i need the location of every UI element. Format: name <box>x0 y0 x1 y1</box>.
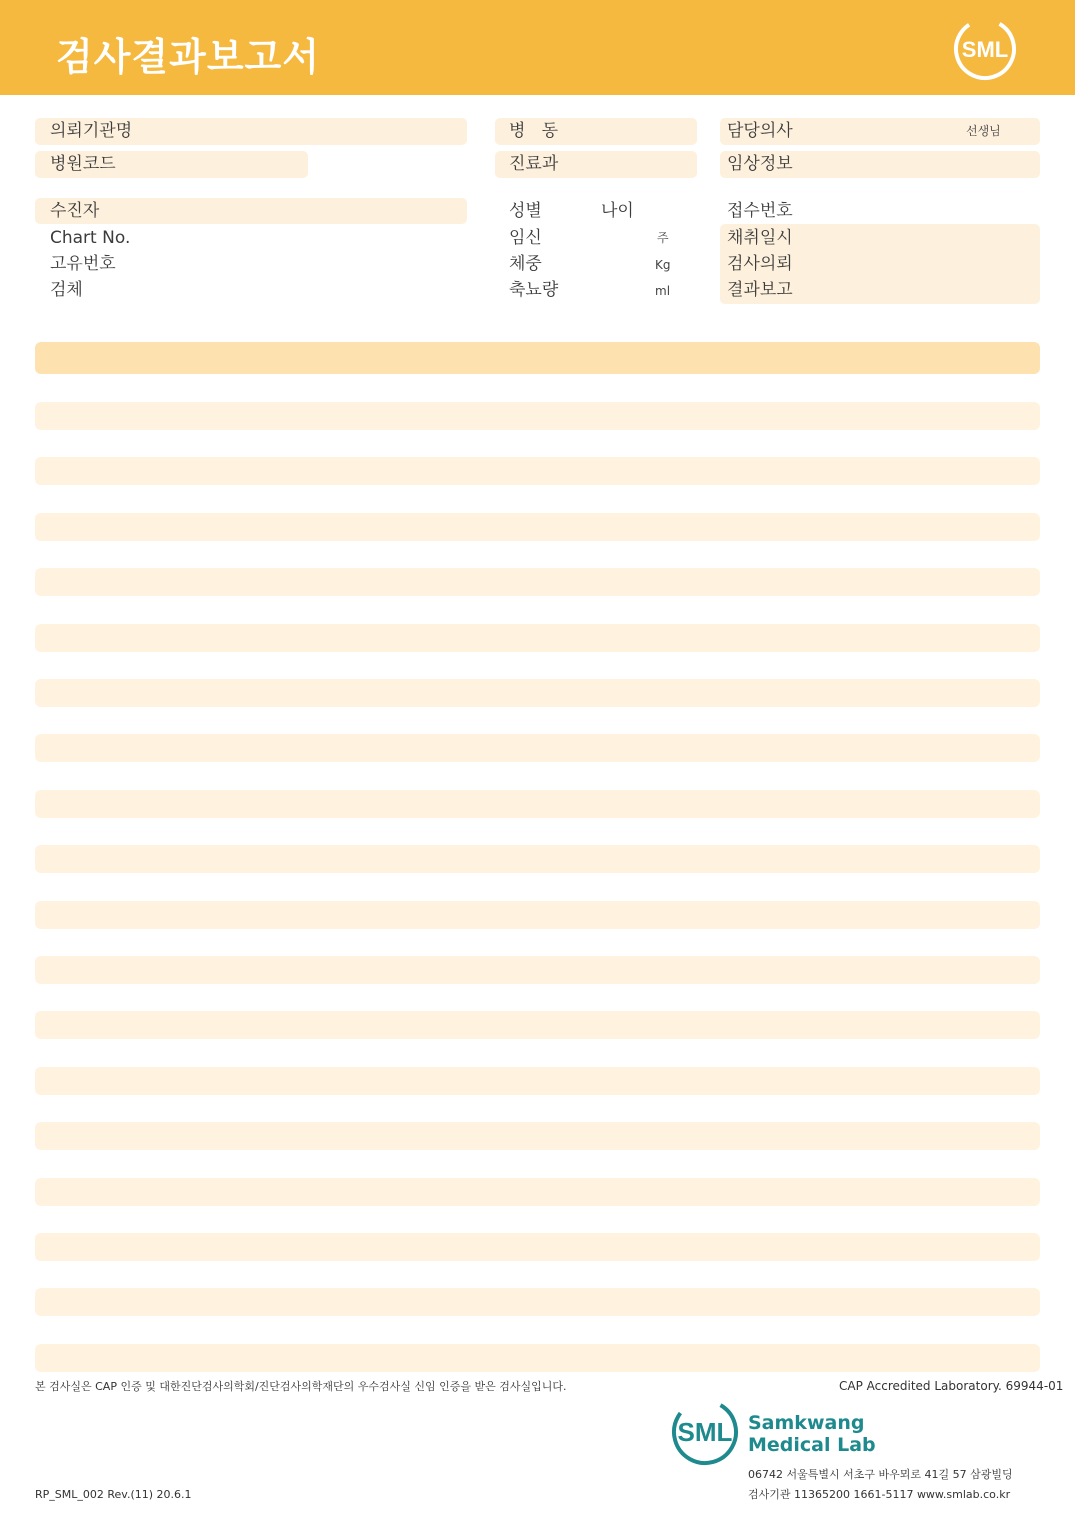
svg-text:SML: SML <box>961 37 1009 62</box>
cap-accreditation: CAP Accredited Laboratory. 69944-01 <box>839 1379 1064 1393</box>
clinical-info-label: 임상정보 <box>727 154 793 174</box>
weight-unit: Kg <box>655 258 671 272</box>
result-row <box>35 402 1040 430</box>
result-row <box>35 1233 1040 1261</box>
request-date-label: 검사의뢰 <box>727 254 793 274</box>
department-label: 진료과 <box>509 154 559 174</box>
result-row <box>35 1011 1040 1039</box>
certification-note: 본 검사실은 CAP 인증 및 대한진단검사의학회/진단검사의학재단의 우수검사실 신임 인증을 받은 검사실입니다. <box>35 1380 567 1393</box>
result-row <box>35 1344 1040 1372</box>
result-row <box>35 513 1040 541</box>
doctor-suffix: 선생님 <box>966 124 1001 138</box>
report-date-label: 결과보고 <box>727 280 793 300</box>
result-row <box>35 901 1040 929</box>
pregnancy-unit: 주 <box>657 231 669 245</box>
unique-no-label: 고유번호 <box>50 254 116 274</box>
collection-date-label: 채취일시 <box>727 228 793 248</box>
report-title: 검사결과보고서 <box>56 35 320 79</box>
patient-label: 수진자 <box>50 201 100 221</box>
company-contact: 검사기관 11365200 1661-5117 www.smlab.co.kr <box>748 1488 1011 1501</box>
pregnancy-label: 임신 <box>509 228 542 248</box>
result-row <box>35 1067 1040 1095</box>
sml-logo <box>952 16 1018 82</box>
result-row <box>35 1122 1040 1150</box>
specimen-label: 검체 <box>50 280 83 300</box>
institution-label: 의뢰기관명 <box>50 121 133 141</box>
form-code: RP_SML_002 Rev.(11) 20.6.1 <box>35 1488 192 1501</box>
sml-footer-logo <box>668 1397 742 1467</box>
svg-text:SML: SML <box>677 1417 733 1447</box>
result-row <box>35 568 1040 596</box>
receipt-no-label: 접수번호 <box>727 201 793 221</box>
company-name-line1: Samkwang <box>748 1412 865 1434</box>
ward-label: 병 동 <box>509 121 559 141</box>
weight-label: 체중 <box>509 254 542 274</box>
result-row <box>35 1288 1040 1316</box>
result-row <box>35 679 1040 707</box>
company-address: 06742 서울특별시 서초구 바우뫼로 41길 57 삼광빌딩 <box>748 1468 1013 1481</box>
company-name-line2: Medical Lab <box>748 1434 876 1456</box>
result-row <box>35 845 1040 873</box>
doctor-label: 담당의사 <box>727 121 793 141</box>
result-row <box>35 624 1040 652</box>
result-row <box>35 956 1040 984</box>
sex-label: 성별 <box>509 201 542 221</box>
hospital-code-label: 병원코드 <box>50 154 116 174</box>
chart-no-label: Chart No. <box>50 228 131 248</box>
patient-field[interactable] <box>35 198 467 224</box>
result-row <box>35 1178 1040 1206</box>
result-row <box>35 734 1040 762</box>
urine-volume-label: 축뇨량 <box>509 280 559 300</box>
age-label: 나이 <box>601 201 634 221</box>
report-header <box>0 0 1075 95</box>
result-row <box>35 790 1040 818</box>
urine-unit: ml <box>655 284 671 298</box>
results-header-bar <box>35 342 1040 374</box>
result-row <box>35 457 1040 485</box>
